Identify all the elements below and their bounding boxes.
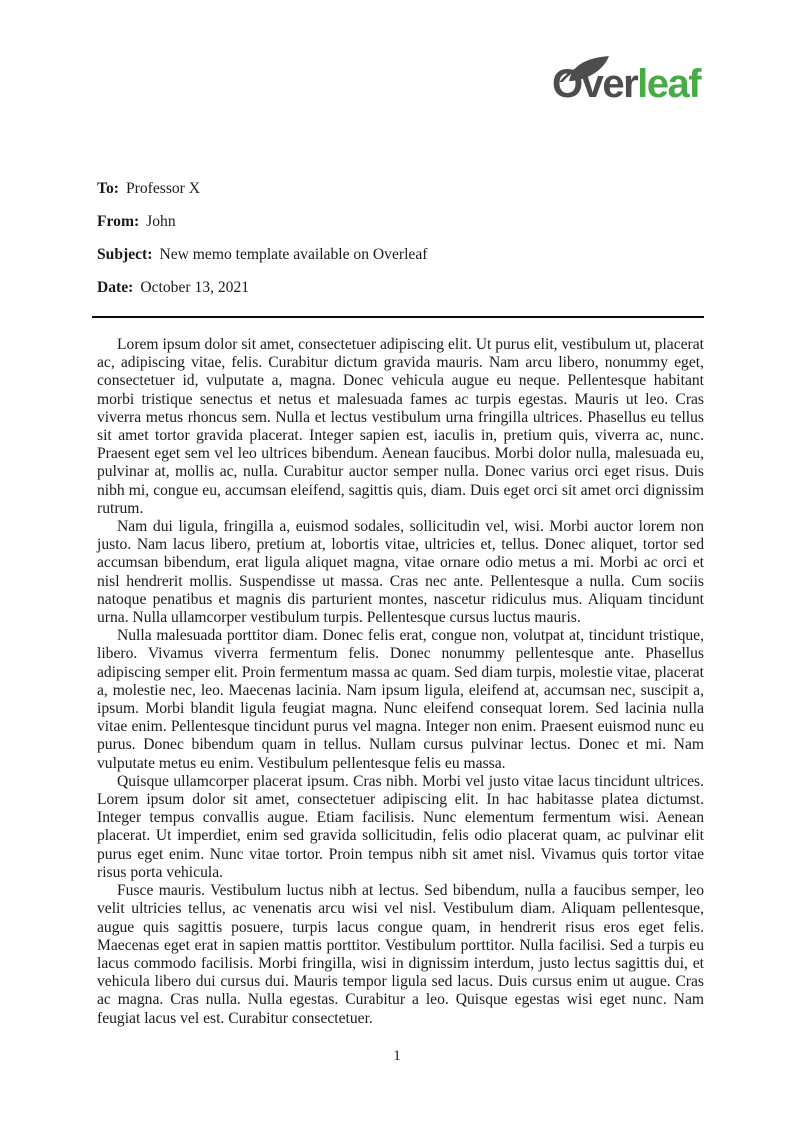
memo-body [97, 336, 704, 1028]
page-number: 1 [393, 1048, 401, 1064]
memo-field-subject-label: Subject: [97, 246, 153, 263]
memo-field-to-value: Professor X [125, 180, 201, 197]
body-paragraph-3: Nulla malesuada porttitor diam. Donec felis erat, congue non, volutpat at, tincidunt tristique, libero. Vivamus viverra fermentum felis. Donec nonummy pellentesque ante. Phasellus adipiscing semper elit. Proin fermentum massa ac quam. Sed diam turpis, molestie vitae, placerat a, molestie nec, leo. Maecenas lacinia. Nam ipsum ligula, eleifend at, accumsan nec, suscipit a, ipsum. Morbi blandit ligula feugiat magna. Nunc eleifend consequat lorem. Sed lacinia nulla vitae enim. Pellentesque tincidunt purus vel magna. Integer non enim. Praesent euismod nunc eu purus. Donec bibendum quam in tellus. Nullam cursus pulvinar lectus. Donec et mi. Nam vulputate metus eu enim. Vestibulum pellentesque felis eu massa. [97, 627, 704, 772]
body-paragraph-5: Fusce mauris. Vestibulum luctus nibh at lectus. Sed bibendum, nulla a faucibus semper, leo velit ultricies tellus, ac venenatis arcu wisi vel nisl. Vestibulum diam. Aliquam pellentesque, augue quis sagittis posuere, turpis lacus congue quam, in hendrerit risus eros eget felis. Maecenas eget erat in sapien mattis porttitor. Vestibulum porttitor. Nulla facilisi. Sed a turpis eu lacus commodo facilisis. Morbi fringilla, wisi in dignissim interdum, justo lectus sagittis dui, et vehicula libero dui cursus dui. Mauris tempor ligula sed lacus. Duis cursus enim ut augue. Cras ac magna. Cras nulla. Nulla egestas. Curabitur a leo. Quisque egestas wisi eget nunc. Nam feugiat lacus vel est. Curabitur consectetuer. [97, 882, 704, 1027]
logo-wordmark [552, 64, 700, 104]
memo-header [97, 179, 704, 297]
memo-field-from-label: From: [97, 213, 140, 230]
body-paragraph-2: Nam dui ligula, fringilla a, euismod sodales, sollicitudin vel, wisi. Morbi auctor lorem non justo. Nam lacus libero, pretium at, lobortis vitae, ultricies et, tellus. Donec aliquet, tortor sed accumsan bibendum, erat ligula aliquet magna, vitae ornare odio metus a mi. Morbi ac orci et nisl hendrerit mollis. Suspendisse ut massa. Cras nec ante. Pellentesque a nulla. Cum sociis natoque penatibus et magnis dis parturient montes, nascetur ridiculus mus. Aliquam tincidunt urna. Nulla ullamcorper vestibulum turpis. Pellentesque cursus luctus mauris. [97, 518, 704, 627]
memo-field-date-label: Date: [97, 279, 134, 296]
logo-text-over: Over [552, 62, 638, 106]
memo-field-date-value: October 13, 2021 [140, 279, 250, 296]
logo-text-leaf: leaf [637, 62, 701, 106]
memo-field-subject-value: New memo template available on Overleaf [159, 246, 428, 263]
memo-field-from-value: John [146, 213, 176, 230]
memo-field-to-label: To: [97, 180, 119, 197]
body-paragraph-1: Lorem ipsum dolor sit amet, consectetuer adipiscing elit. Ut purus elit, vestibulum ut, placerat ac, adipiscing vitae, felis. Curabitur dictum gravida mauris. Nam arcu libero, nonummy eget, consectetuer id, vulputate a, magna. Donec vehicula augue eu neque. Pellentesque habitant morbi tristique senectus et netus et malesuada fames ac turpis egestas. Mauris ut leo. Cras viverra metus rhoncus sem. Nulla et lectus vestibulum urna fringilla ultrices. Phasellus eu tellus sit amet tortor gravida placerat. Integer sapien est, iaculis in, pretium quis, viverra ac, nunc. Praesent eget sem vel leo ultrices bibendum. Aenean faucibus. Morbi dolor nulla, malesuada eu, pulvinar at, mollis ac, nulla. Curabitur auctor semper nulla. Donec varius orci eget risus. Duis nibh mi, congue eu, accumsan eleifend, sagittis quis, diam. Duis eget orci sit amet orci dignissim rutrum. [97, 336, 704, 517]
page-footer [0, 1048, 794, 1065]
divider-rule [92, 316, 704, 318]
body-paragraph-4: Quisque ullamcorper placerat ipsum. Cras nibh. Morbi vel justo vitae lacus tincidunt ultrices. Lorem ipsum dolor sit amet, consectetuer adipiscing elit. In hac habitasse platea dictumst. Integer tempus convallis augue. Etiam facilisis. Nunc elementum fermentum wisi. Aenean placerat. Ut imperdiet, enim sed gravida sollicitudin, felis odio placerat quam, ac pulvinar elit purus eget enim. Nunc vitae tortor. Proin tempus nibh sit amet nisl. Vivamus quis tortor vitae risus porta vehicula. [97, 772, 704, 881]
memo-field-subject [97, 245, 704, 264]
memo-field-from [97, 212, 704, 231]
memo-field-to [97, 179, 704, 198]
overleaf-logo [552, 56, 712, 108]
memo-field-date [97, 278, 704, 297]
